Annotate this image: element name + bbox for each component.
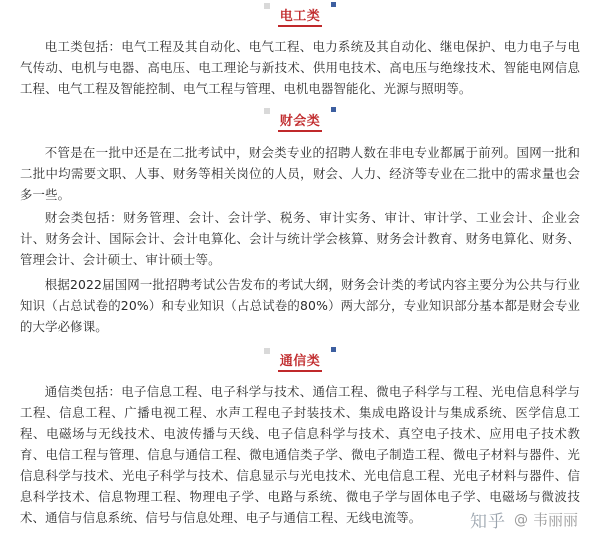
paragraph: 财会类包括：财务管理、会计、会计学、税务、审计实务、审计、审计学、工业会计、企业会计、财务会计、国际会计、会计电算化、会计与统计学会核算、财务会计教育、财务电算化、财务、管理会计、会计硕士、审计硕士等。 — [20, 210, 580, 267]
section-title: 电工类 — [278, 9, 323, 27]
section-title: 财会类 — [278, 114, 323, 132]
heading-corner-blue — [331, 2, 336, 7]
section-heading-electrical — [0, 5, 600, 25]
section-heading-finance — [0, 110, 600, 130]
heading-corner-blue — [331, 347, 336, 352]
paragraph: 电工类包括：电气工程及其自动化、电气工程、电力系统及其自动化、继电保护、电力电子与电气传动、电机与电器、高电压、电工理论与新技术、供用电技术、高电压与绝缘技术、智能电网信息工程、电气工程及智能控制、电气工程与管理、电机电器智能化、光源与照明等。 — [20, 39, 580, 96]
paragraph: 根据2022届国网一批招聘考试公告发布的考试大纲，财务会计类的考试内容主要分为公共与行业知识（占总试卷的20%）和专业知识（占总试卷的80%）两大部分，专业知识部分基本都是财会专业的大学必修课。 — [20, 277, 580, 334]
section-title: 通信类 — [278, 354, 323, 372]
author-name: 韦丽丽 — [532, 511, 578, 529]
paragraph: 通信类包括：电子信息工程、电子科学与技术、通信工程、微电子科学与工程、光电信息科学与工程、信息工程、广播电视工程、水声工程电子封装技术、集成电路设计与集成系统、医学信息工程、电磁场与无线技术、电波传播与天线、电子信息科学与技术、真空电子技术、应用电子技术教育、电信工程与管理、信息与通信工程、微电通信类子学、微电子制造工程、微电子材料与器件、光信息科学与技术、光电子科学与技术、信息显示与光电技术、光电信息工程、光电子材料与器件、信息科学技术、信息物理工程、物理电子学、电路与系统、微电子学与固体电子学、电磁场与微波技术、通信与信息系统、信号与信息处理、电子与通信工程、无线电流等。 — [20, 384, 580, 525]
heading-corner-grey — [264, 108, 270, 114]
at-sign: @ — [513, 511, 528, 528]
heading-corner-blue — [331, 107, 336, 112]
heading-corner-grey — [264, 348, 270, 354]
section-heading-telecom — [0, 350, 600, 370]
paragraph: 不管是在一批中还是在二批考试中，财会类专业的招聘人数在非电专业都属于前列。国网一批和二批中均需要文职、人事、财务等相关岗位的人员，财会、人力、经济等专业在二批中的需求量也会多一些。 — [20, 145, 580, 202]
heading-corner-grey — [264, 3, 270, 9]
zhihu-logo: 知乎 — [469, 512, 506, 532]
zhihu-watermark — [468, 507, 580, 532]
